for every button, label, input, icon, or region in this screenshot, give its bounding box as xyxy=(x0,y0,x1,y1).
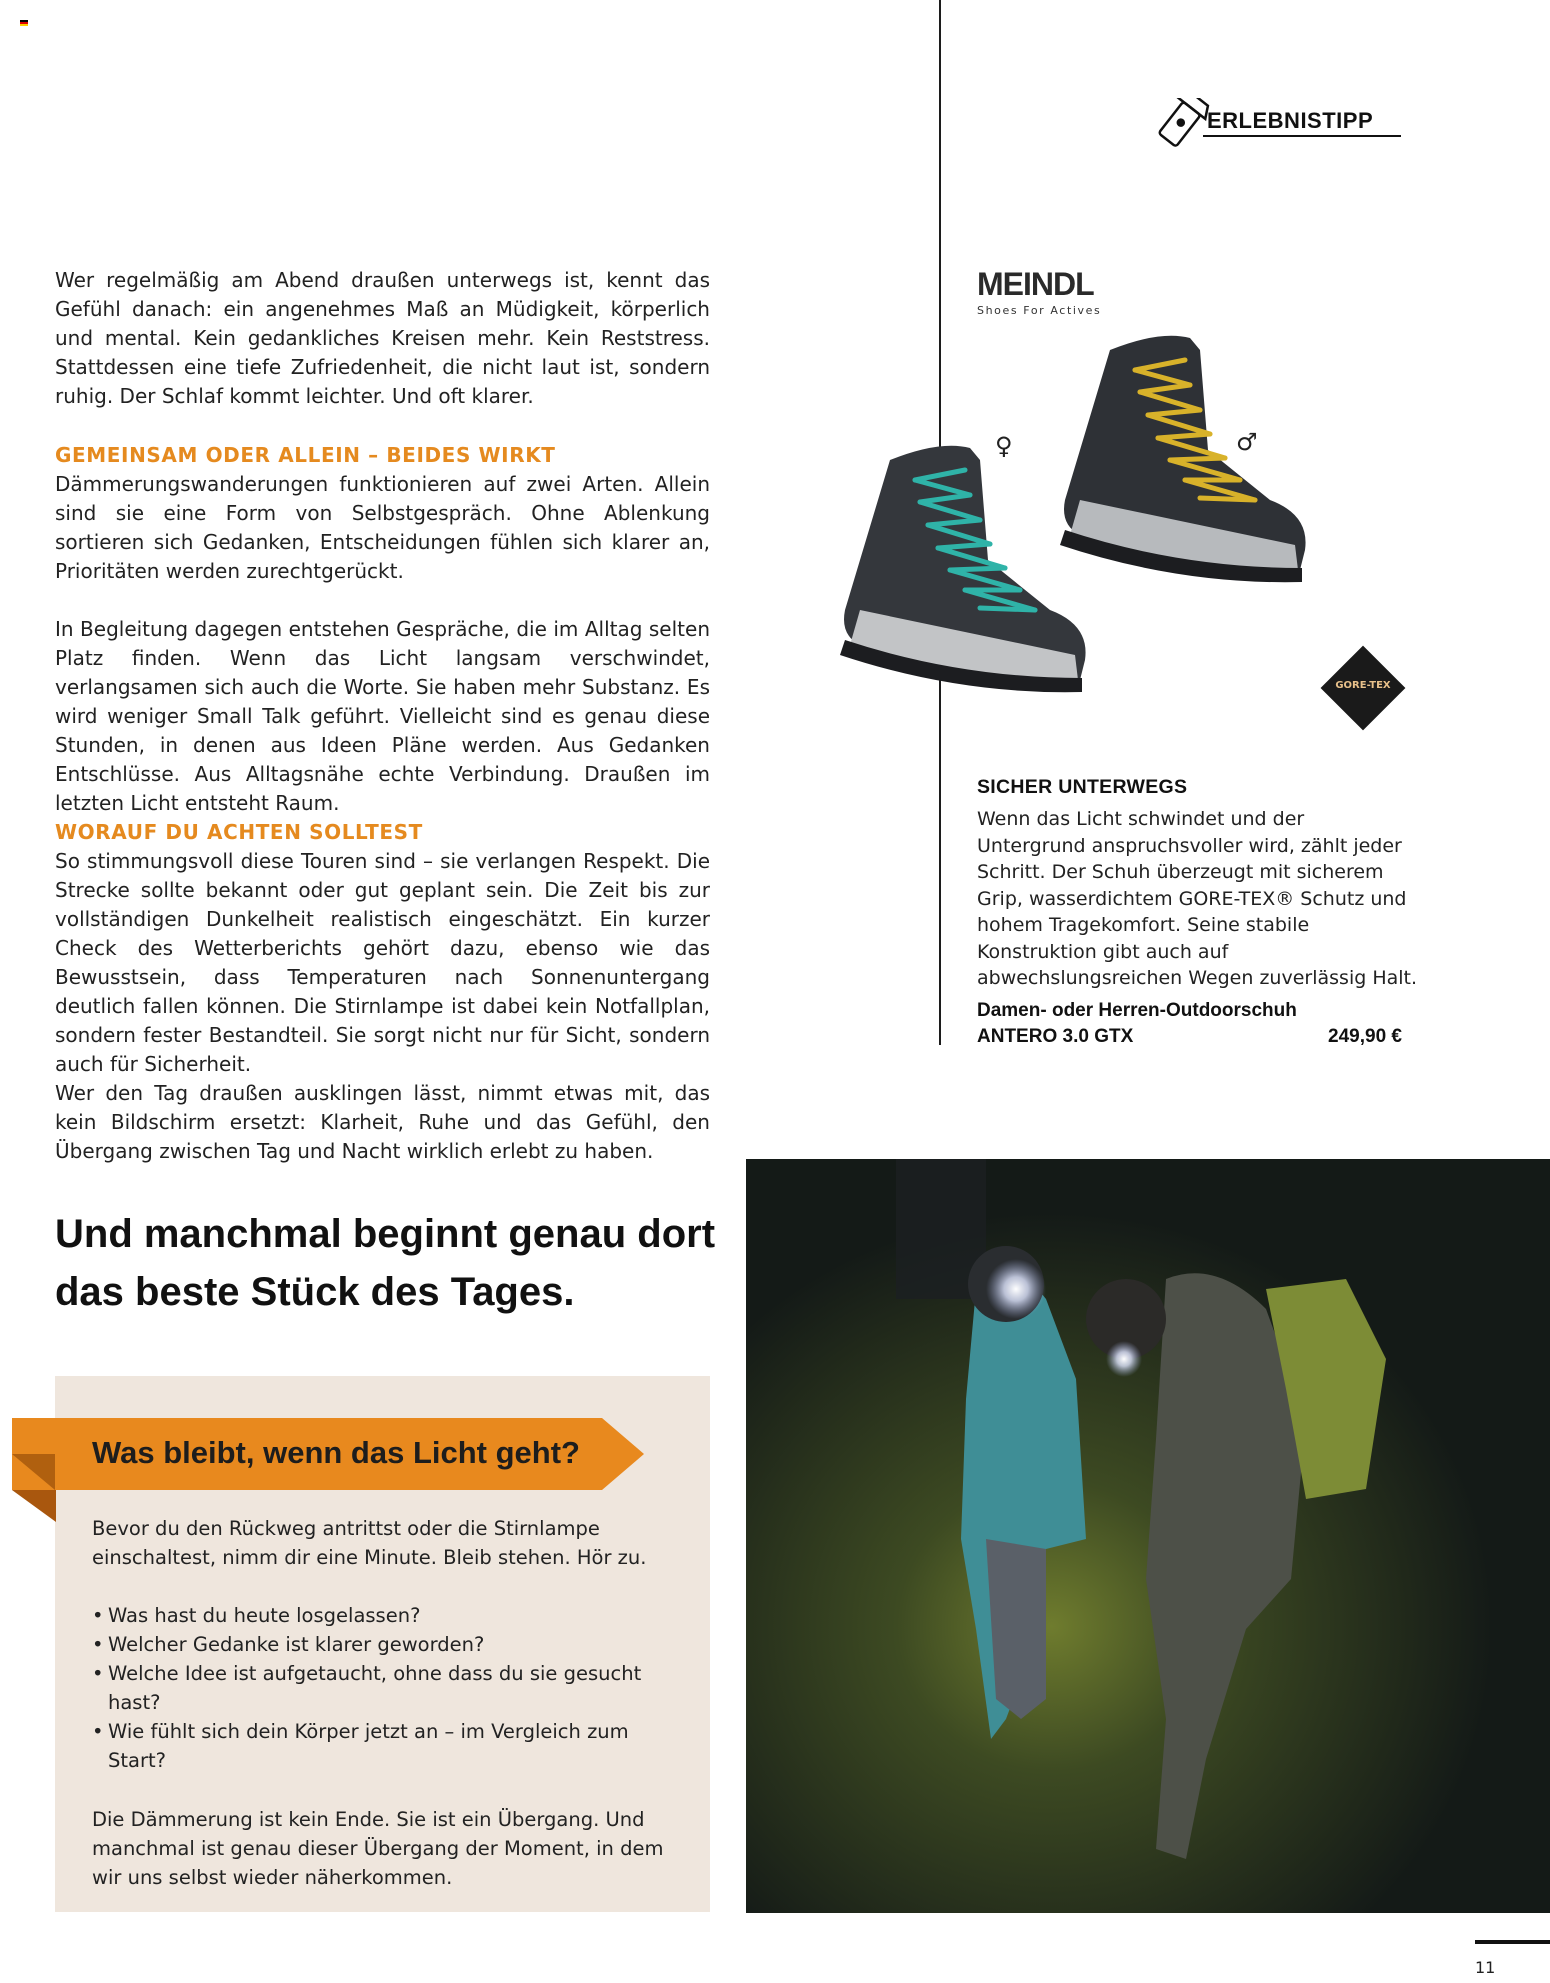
female-symbol-icon: ♀ xyxy=(995,432,1013,460)
question-list xyxy=(92,1601,682,1775)
male-symbol-icon: ♂ xyxy=(1236,428,1258,456)
pull-quote: Und manchmal beginnt genau dort das beste Stück des Tages. xyxy=(55,1212,716,1314)
page-number-rule xyxy=(1475,1940,1550,1944)
product-description: Wenn das Licht schwindet und der Untergrund anspruchsvoller wird, zählt jeder Schritt. Der Schuh überzeugt mit sicherem Grip, wasserdichtem GORE-TEX® Schutz und hohem Tragekomfort. Seine stabile Konstruktion gibt auch auf abwechslungsreichen Wegen zuverlässig Halt. xyxy=(977,808,1418,989)
goretex-badge-label: GORE-TEX xyxy=(1335,680,1391,691)
product-type: Damen- oder Herren-Outdoorschuh xyxy=(977,1000,1297,1021)
product-model-row xyxy=(977,1024,1402,1050)
list-item: • Was hast du heute losgelassen? xyxy=(92,1601,682,1630)
product-price: 249,90 € xyxy=(1328,1026,1402,1047)
brand-logo: MEINDL xyxy=(977,266,1094,302)
box-title: Was bleibt, wenn das Licht geht? xyxy=(92,1435,580,1470)
female-boot xyxy=(840,446,1086,692)
section2-paragraph-2: Wer den Tag draußen ausklingen lässt, nimmt etwas mit, das kein Bildschirm ersetzt: Klarheit, Ruhe und das Gefühl, den Übergang zwischen Tag und Nacht wirklich erlebt zu haben. xyxy=(55,1081,710,1163)
list-item: • Welche Idee ist aufgetaucht, ohne dass du sie gesucht hast? xyxy=(92,1659,682,1717)
intro-paragraph: Wer regelmäßig am Abend draußen unterwegs ist, kennt das Gefühl danach: ein angenehmes Maß an Müdigkeit, körperlich und mental. Kein gedankliches Kreisen mehr. Kein Reststress. Stattdessen eine tiefe Zufriedenheit, die nicht laut ist, sondern ruhig. Der Schlaf kommt leichter. Und oft klarer. xyxy=(55,268,710,408)
section1-paragraph-2: In Begleitung dagegen entstehen Gespräche, die im Alltag selten Platz finden. Wenn das Licht langsam verschwindet, verlangsamen sich auch die Worte. Sie haben mehr Substanz. Es wird weniger Small Talk geführt. Vielleicht sind es genau diese Stunden, in denen aus Ideen Pläne werden. Aus Gedanken Entschlüsse. Aus Alltagsnähe echte Verbindung. Draußen im letzten Licht entsteht Raum. xyxy=(55,617,710,815)
night-hike-photo xyxy=(746,1159,1550,1913)
box-intro: Bevor du den Rückweg antrittst oder die Stirnlampe einschaltest, nimm dir eine Minute. Bleib stehen. Hör zu. xyxy=(92,1517,647,1569)
product-heading: SICHER UNTERWEGS xyxy=(977,776,1188,798)
male-boot xyxy=(1060,336,1306,582)
tip-underline xyxy=(1203,135,1401,137)
brand-tagline: Shoes For Actives xyxy=(977,304,1102,317)
section-heading-what-to-watch: WORAUF DU ACHTEN SOLLTEST xyxy=(55,820,423,844)
section1-paragraph-1: Dämmerungswanderungen funktionieren auf zwei Arten. Allein sind sie eine Form von Selbstgespräch. Ohne Ablenkung sortieren sich Gedanken, Entscheidungen fühlen sich klarer an, Prioritäten werden zurechtgerückt. xyxy=(55,472,710,583)
language-flag-icon xyxy=(20,20,28,26)
list-item: • Wie fühlt sich dein Körper jetzt an – im Vergleich zum Start? xyxy=(92,1717,682,1775)
hiking-boots-image xyxy=(790,320,1390,740)
box-outro: Die Dämmerung ist kein Ende. Sie ist ein Übergang. Und manchmal ist genau dieser Übergang der Moment, in dem wir uns selbst wieder näherkommen. xyxy=(92,1808,664,1889)
product-name-block xyxy=(977,998,1402,1050)
banner-fold xyxy=(12,1490,56,1522)
list-item: • Welcher Gedanke ist klarer geworden? xyxy=(92,1630,682,1659)
section2-paragraph-1: So stimmungsvoll diese Touren sind – sie verlangen Respekt. Die Strecke sollte bekannt oder gut geplant sein. Die Zeit bis zur vollständigen Dunkelheit realistisch eingeschätzt. Ein kurzer Check des Wetterberichts gehört dazu, ebenso wie das Bewusstsein, dass Temperaturen nach Sonnenuntergang deutlich fallen können. Die Stirnlampe ist dabei kein Notfallplan, sondern fester Bestandteil. Sie sorgt nicht nur für Sicht, sondern auch für Sicherheit. xyxy=(55,849,710,1076)
section-heading-together-alone: GEMEINSAM ODER ALLEIN – BEIDES WIRKT xyxy=(55,443,556,467)
product-model: ANTERO 3.0 GTX xyxy=(977,1026,1134,1047)
tip-label: ERLEBNISTIPP xyxy=(1207,108,1374,133)
page-number: 11 xyxy=(1475,1958,1496,1977)
